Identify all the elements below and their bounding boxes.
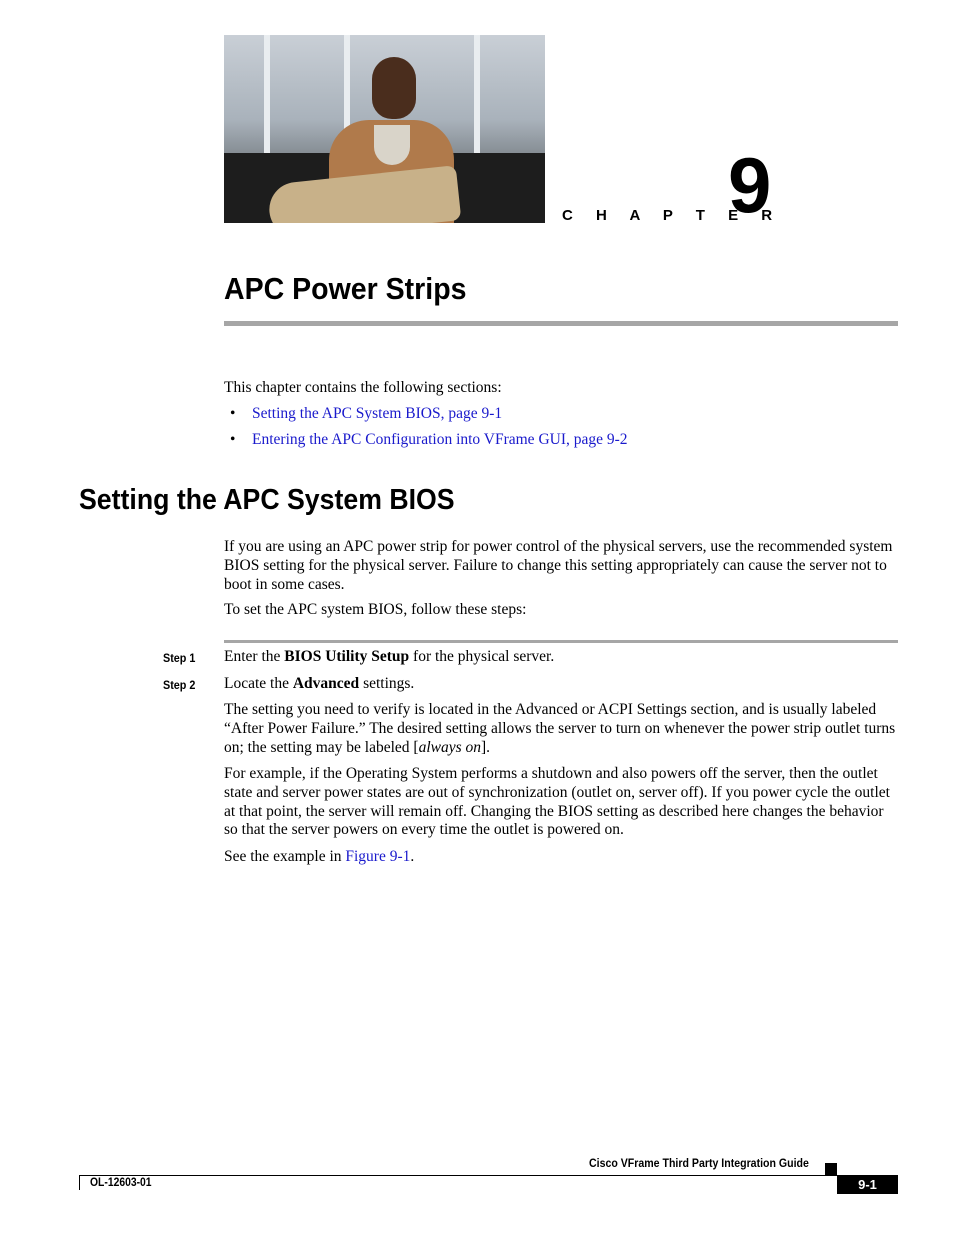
paragraph — [224, 848, 414, 867]
person-collar — [374, 125, 410, 165]
footer-marker — [825, 1163, 837, 1175]
paragraph-part: The setting you need to verify is located in the Advanced or ACPI Settings section, and is usually labeled “After Power Failure.” The desired setting allows the server to turn on whenever the power strip outlet turns on; the setting may be labeled [ — [224, 701, 896, 756]
footer-doc-number: OL-12603-01 — [90, 1177, 152, 1189]
paragraph: To set the APC system BIOS, follow these steps: — [224, 601, 527, 618]
paragraph: For example, if the Operating System performs a shutdown and also powers off the server, then the outlet state and server power states are out of synchronization (outlet on, server off). If you power cycle the outlet at that point, the server will remain off. Changing the BIOS setting as described here changes the behavior so that the server powers on every time the outlet is powered on. — [224, 765, 890, 839]
step-label: Step 1 — [163, 651, 196, 665]
toc-link-vframe-gui[interactable]: Entering the APC Configuration into VFrame GUI, page 9-2 — [252, 431, 628, 448]
footer-rule — [79, 1175, 837, 1176]
paragraph — [224, 701, 898, 757]
footer-tick — [79, 1175, 80, 1190]
toc-list-item — [230, 405, 502, 423]
person-head — [372, 57, 416, 119]
bullet-icon: • — [230, 405, 236, 422]
chapter-title: APC Power Strips — [224, 271, 467, 306]
chapter-number: 9 — [728, 141, 772, 229]
title-rule — [224, 321, 898, 326]
paragraph: If you are using an APC power strip for power control of the physical servers, use the recommended system BIOS setting for the physical server. Failure to change this setting appropriately can cause the server not to boot in some cases. — [224, 538, 893, 593]
step-text — [224, 648, 554, 667]
steps-rule — [224, 640, 898, 643]
step-label: Step 2 — [163, 678, 196, 692]
toc-link-bios[interactable]: Setting the APC System BIOS, page 9-1 — [252, 405, 503, 422]
footer-guide-title: Cisco VFrame Third Party Integration Guide — [589, 1158, 809, 1170]
step-text-part: Locate the — [224, 675, 293, 692]
toc-list-item — [230, 431, 628, 449]
step-text-part: for the physical server. — [409, 648, 555, 665]
figure-link[interactable]: Figure 9-1 — [345, 848, 411, 865]
step-emphasis: BIOS Utility Setup — [284, 648, 410, 665]
bullet-icon: • — [230, 431, 236, 448]
step-text — [224, 675, 414, 694]
section-heading: Setting the APC System BIOS — [79, 484, 455, 516]
paragraph-part: See the example in — [224, 848, 346, 865]
paragraph-part: ]. — [481, 738, 491, 756]
step-text-part: settings. — [359, 675, 415, 692]
chapter-label: C H A P T E R — [562, 207, 782, 224]
chapter-photo — [224, 35, 545, 223]
step-emphasis: Advanced — [292, 675, 360, 692]
paragraph-part: . — [410, 848, 415, 865]
intro-text: This chapter contains the following sections: — [224, 379, 502, 396]
step-text-part: Enter the — [224, 648, 285, 665]
paragraph-italic: always on — [418, 738, 481, 756]
page-number: 9-1 — [837, 1175, 898, 1194]
